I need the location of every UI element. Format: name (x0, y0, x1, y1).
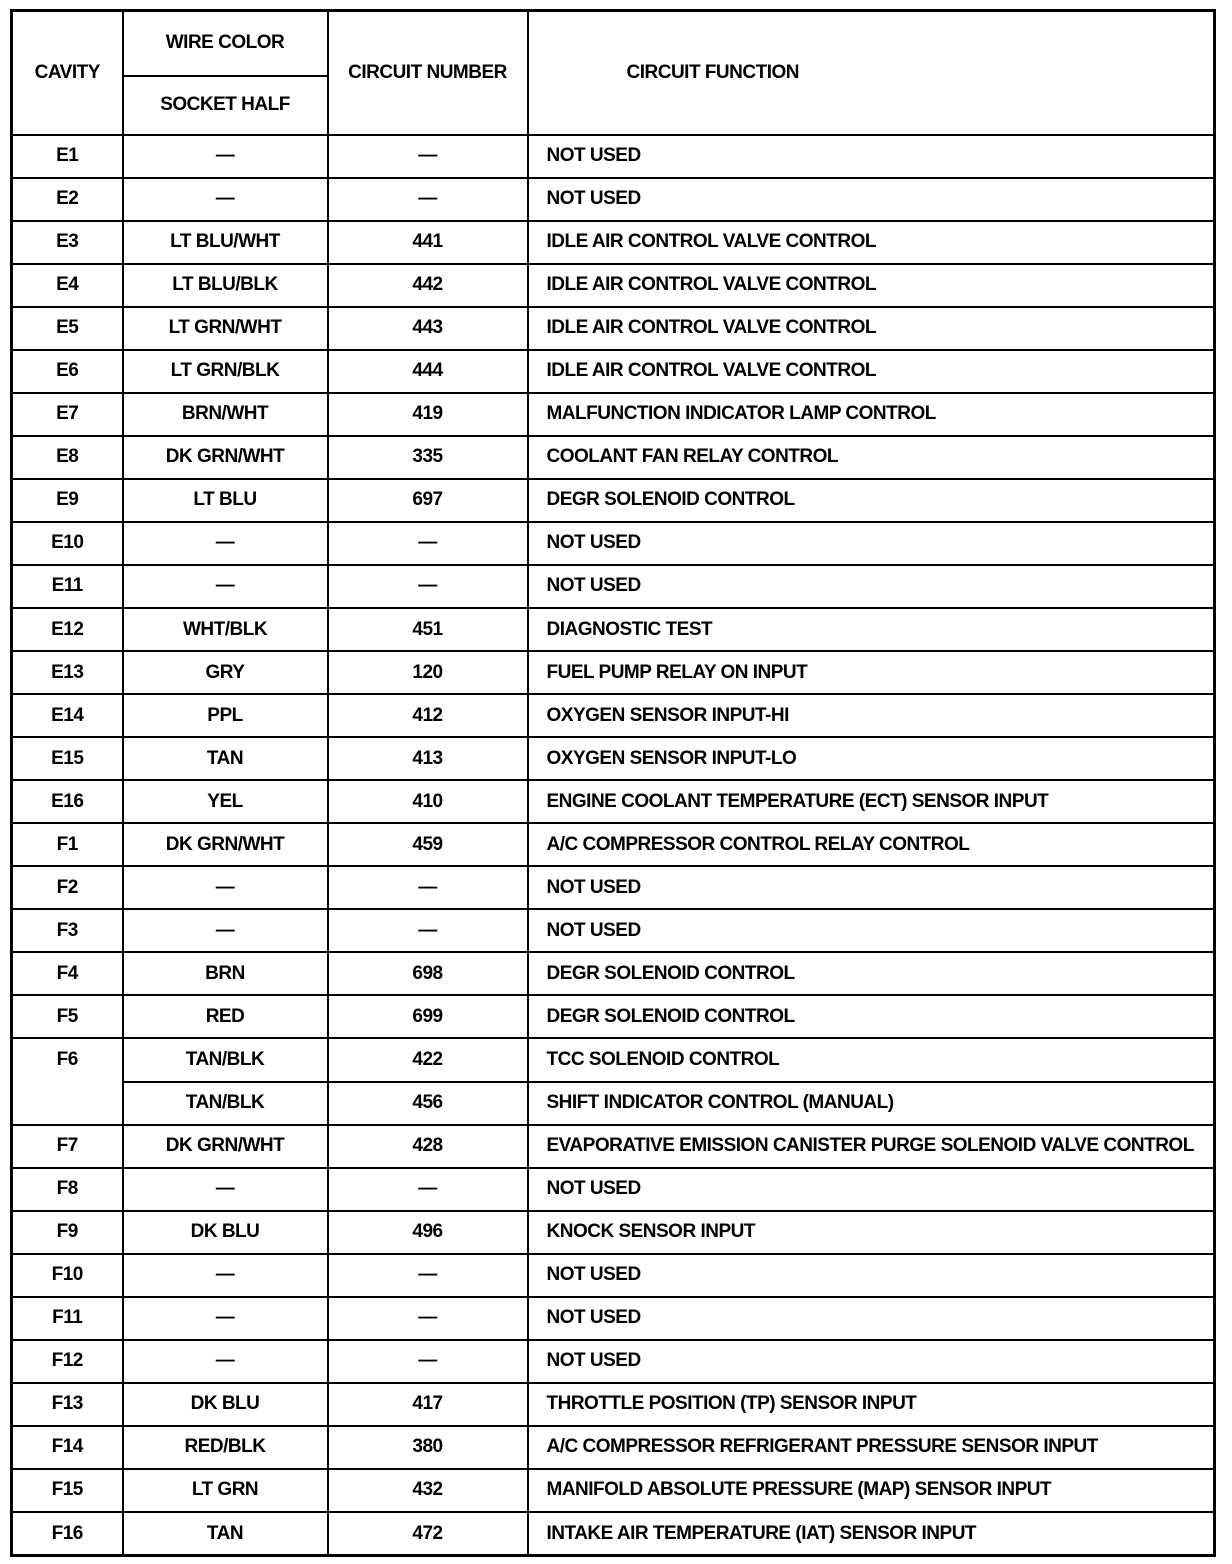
circuit-function-cell: IDLE AIR CONTROL VALVE CONTROL (528, 350, 1215, 393)
circuit-number-cell: 442 (328, 264, 528, 307)
circuit-number-cell: 459 (328, 823, 528, 866)
wire-color-cell: DK GRN/WHT (123, 436, 328, 479)
wire-color-cell: DK GRN/WHT (123, 823, 328, 866)
table-row (12, 479, 1215, 522)
table-row (12, 436, 1215, 479)
table-row (12, 1168, 1215, 1211)
circuit-number-cell: — (328, 178, 528, 221)
wire-color-cell: — (123, 1168, 328, 1211)
table-row (12, 1211, 1215, 1254)
header-socket-half: SOCKET HALF (123, 76, 328, 135)
wire-color-cell: LT GRN/BLK (123, 350, 328, 393)
cavity-cell: F14 (12, 1426, 123, 1469)
table-row (12, 823, 1215, 866)
table-row (12, 780, 1215, 823)
cavity-cell: F16 (12, 1512, 123, 1556)
circuit-function-cell: KNOCK SENSOR INPUT (528, 1211, 1215, 1254)
circuit-function-cell: COOLANT FAN RELAY CONTROL (528, 436, 1215, 479)
circuit-function-cell: NOT USED (528, 135, 1215, 178)
circuit-number-cell: 699 (328, 995, 528, 1038)
wire-color-cell: PPL (123, 694, 328, 737)
circuit-function-cell: DEGR SOLENOID CONTROL (528, 479, 1215, 522)
cavity-cell: F5 (12, 995, 123, 1038)
cavity-cell: F15 (12, 1469, 123, 1512)
cavity-cell: E11 (12, 565, 123, 608)
circuit-function-cell: OXYGEN SENSOR INPUT-LO (528, 737, 1215, 780)
circuit-number-cell: 410 (328, 780, 528, 823)
circuit-function-cell: NOT USED (528, 565, 1215, 608)
header-circuit-number: CIRCUIT NUMBER (328, 11, 528, 135)
circuit-function-cell: THROTTLE POSITION (TP) SENSOR INPUT (528, 1383, 1215, 1426)
cavity-cell: F9 (12, 1211, 123, 1254)
cavity-cell: E13 (12, 651, 123, 694)
table-row (12, 1082, 1215, 1125)
wire-color-cell: — (123, 565, 328, 608)
circuit-number-cell: 456 (328, 1082, 528, 1125)
table-row (12, 135, 1215, 178)
table-row (12, 737, 1215, 780)
wire-color-cell: LT GRN (123, 1469, 328, 1512)
wire-color-cell: LT BLU (123, 479, 328, 522)
circuit-number-cell: 120 (328, 651, 528, 694)
wire-color-cell: DK GRN/WHT (123, 1125, 328, 1168)
cavity-cell: E1 (12, 135, 123, 178)
wire-color-cell: — (123, 135, 328, 178)
table-row (12, 909, 1215, 952)
circuit-number-cell: 444 (328, 350, 528, 393)
circuit-number-cell: 697 (328, 479, 528, 522)
cavity-cell: F6 (12, 1038, 123, 1124)
cavity-cell: E12 (12, 608, 123, 651)
circuit-number-cell: — (328, 565, 528, 608)
circuit-function-cell: INTAKE AIR TEMPERATURE (IAT) SENSOR INPUT (528, 1512, 1215, 1556)
circuit-number-cell: 417 (328, 1383, 528, 1426)
cavity-cell: E16 (12, 780, 123, 823)
wire-color-cell: LT BLU/BLK (123, 264, 328, 307)
cavity-cell: F4 (12, 952, 123, 995)
circuit-function-cell: IDLE AIR CONTROL VALVE CONTROL (528, 221, 1215, 264)
table-row (12, 565, 1215, 608)
table-row (12, 350, 1215, 393)
circuit-number-cell: 422 (328, 1038, 528, 1081)
wire-color-cell: RED/BLK (123, 1426, 328, 1469)
circuit-number-cell: 472 (328, 1512, 528, 1556)
table-row (12, 393, 1215, 436)
circuit-function-cell: IDLE AIR CONTROL VALVE CONTROL (528, 307, 1215, 350)
circuit-function-cell: NOT USED (528, 1297, 1215, 1340)
circuit-number-cell: — (328, 866, 528, 909)
header-circuit-function: CIRCUIT FUNCTION (528, 11, 1215, 135)
circuit-number-cell: 380 (328, 1426, 528, 1469)
cavity-cell: E9 (12, 479, 123, 522)
circuit-function-cell: NOT USED (528, 866, 1215, 909)
table-row (12, 178, 1215, 221)
circuit-number-cell: 419 (328, 393, 528, 436)
circuit-number-cell: 496 (328, 1211, 528, 1254)
table-row (12, 1340, 1215, 1383)
circuit-number-cell: — (328, 522, 528, 565)
wire-color-cell: — (123, 522, 328, 565)
cavity-cell: E10 (12, 522, 123, 565)
connector-pinout-table (10, 9, 1216, 1557)
circuit-number-cell: 443 (328, 307, 528, 350)
circuit-function-cell: SHIFT INDICATOR CONTROL (MANUAL) (528, 1082, 1215, 1125)
wire-color-cell: GRY (123, 651, 328, 694)
cavity-cell: E5 (12, 307, 123, 350)
table-row (12, 1383, 1215, 1426)
circuit-function-cell: DEGR SOLENOID CONTROL (528, 995, 1215, 1038)
circuit-number-cell: 441 (328, 221, 528, 264)
circuit-number-cell: — (328, 1340, 528, 1383)
wire-color-cell: TAN (123, 1512, 328, 1556)
circuit-function-cell: ENGINE COOLANT TEMPERATURE (ECT) SENSOR INPUT (528, 780, 1215, 823)
cavity-cell: F2 (12, 866, 123, 909)
circuit-number-cell: — (328, 1297, 528, 1340)
circuit-number-cell: 412 (328, 694, 528, 737)
circuit-function-cell: A/C COMPRESSOR REFRIGERANT PRESSURE SENSOR INPUT (528, 1426, 1215, 1469)
cavity-cell: E15 (12, 737, 123, 780)
table-row (12, 952, 1215, 995)
wire-color-cell: BRN/WHT (123, 393, 328, 436)
circuit-number-cell: — (328, 909, 528, 952)
wire-color-cell: — (123, 1340, 328, 1383)
wire-color-cell: — (123, 1297, 328, 1340)
table-row (12, 1512, 1215, 1556)
wire-color-cell: DK BLU (123, 1383, 328, 1426)
table-row (12, 1038, 1215, 1081)
wire-color-cell: LT BLU/WHT (123, 221, 328, 264)
circuit-number-cell: 428 (328, 1125, 528, 1168)
table-row (12, 522, 1215, 565)
cavity-cell: F1 (12, 823, 123, 866)
wire-color-cell: — (123, 909, 328, 952)
table-row (12, 1469, 1215, 1512)
header-wire-color: WIRE COLOR (123, 11, 328, 76)
wire-color-cell: BRN (123, 952, 328, 995)
cavity-cell: F10 (12, 1254, 123, 1297)
circuit-number-cell: 451 (328, 608, 528, 651)
cavity-cell: F12 (12, 1340, 123, 1383)
wire-color-cell: — (123, 178, 328, 221)
table-row (12, 694, 1215, 737)
cavity-cell: F8 (12, 1168, 123, 1211)
wire-color-cell: RED (123, 995, 328, 1038)
cavity-cell: F7 (12, 1125, 123, 1168)
table-row (12, 608, 1215, 651)
circuit-function-cell: NOT USED (528, 178, 1215, 221)
cavity-cell: E4 (12, 264, 123, 307)
cavity-cell: E14 (12, 694, 123, 737)
cavity-cell: E6 (12, 350, 123, 393)
cavity-cell: E8 (12, 436, 123, 479)
wire-color-cell: YEL (123, 780, 328, 823)
wire-color-cell: TAN/BLK (123, 1038, 328, 1081)
circuit-number-cell: 432 (328, 1469, 528, 1512)
table-row (12, 221, 1215, 264)
table-row (12, 1297, 1215, 1340)
circuit-function-cell: MANIFOLD ABSOLUTE PRESSURE (MAP) SENSOR INPUT (528, 1469, 1215, 1512)
circuit-function-cell: DEGR SOLENOID CONTROL (528, 952, 1215, 995)
circuit-number-cell: 335 (328, 436, 528, 479)
circuit-function-cell: A/C COMPRESSOR CONTROL RELAY CONTROL (528, 823, 1215, 866)
cavity-cell: F3 (12, 909, 123, 952)
table-row (12, 264, 1215, 307)
cavity-cell: F11 (12, 1297, 123, 1340)
cavity-cell: E2 (12, 178, 123, 221)
circuit-function-cell: TCC SOLENOID CONTROL (528, 1038, 1215, 1081)
table-row (12, 1254, 1215, 1297)
circuit-number-cell: — (328, 1254, 528, 1297)
table-row (12, 995, 1215, 1038)
circuit-number-cell: — (328, 1168, 528, 1211)
table-row (12, 307, 1215, 350)
wire-color-cell: — (123, 1254, 328, 1297)
pinout-rows (12, 135, 1215, 1556)
circuit-number-cell: — (328, 135, 528, 178)
table-row (12, 1426, 1215, 1469)
header-cavity: CAVITY (12, 11, 123, 135)
table-row (12, 866, 1215, 909)
circuit-function-cell: NOT USED (528, 1168, 1215, 1211)
cavity-cell: E3 (12, 221, 123, 264)
circuit-number-cell: 413 (328, 737, 528, 780)
circuit-function-cell: FUEL PUMP RELAY ON INPUT (528, 651, 1215, 694)
wire-color-cell: — (123, 866, 328, 909)
circuit-function-cell: MALFUNCTION INDICATOR LAMP CONTROL (528, 393, 1215, 436)
wire-color-cell: WHT/BLK (123, 608, 328, 651)
circuit-function-cell: IDLE AIR CONTROL VALVE CONTROL (528, 264, 1215, 307)
circuit-function-cell: OXYGEN SENSOR INPUT-HI (528, 694, 1215, 737)
circuit-function-cell: NOT USED (528, 1254, 1215, 1297)
circuit-function-cell: NOT USED (528, 522, 1215, 565)
circuit-number-cell: 698 (328, 952, 528, 995)
circuit-function-cell: NOT USED (528, 909, 1215, 952)
wire-color-cell: DK BLU (123, 1211, 328, 1254)
circuit-function-cell: NOT USED (528, 1340, 1215, 1383)
wire-color-cell: TAN (123, 737, 328, 780)
circuit-function-cell: EVAPORATIVE EMISSION CANISTER PURGE SOLENOID VALVE CONTROL (528, 1125, 1215, 1168)
wire-color-cell: LT GRN/WHT (123, 307, 328, 350)
cavity-cell: F13 (12, 1383, 123, 1426)
wire-color-cell: TAN/BLK (123, 1082, 328, 1125)
circuit-function-cell: DIAGNOSTIC TEST (528, 608, 1215, 651)
cavity-cell: E7 (12, 393, 123, 436)
table-row (12, 651, 1215, 694)
table-row (12, 1125, 1215, 1168)
